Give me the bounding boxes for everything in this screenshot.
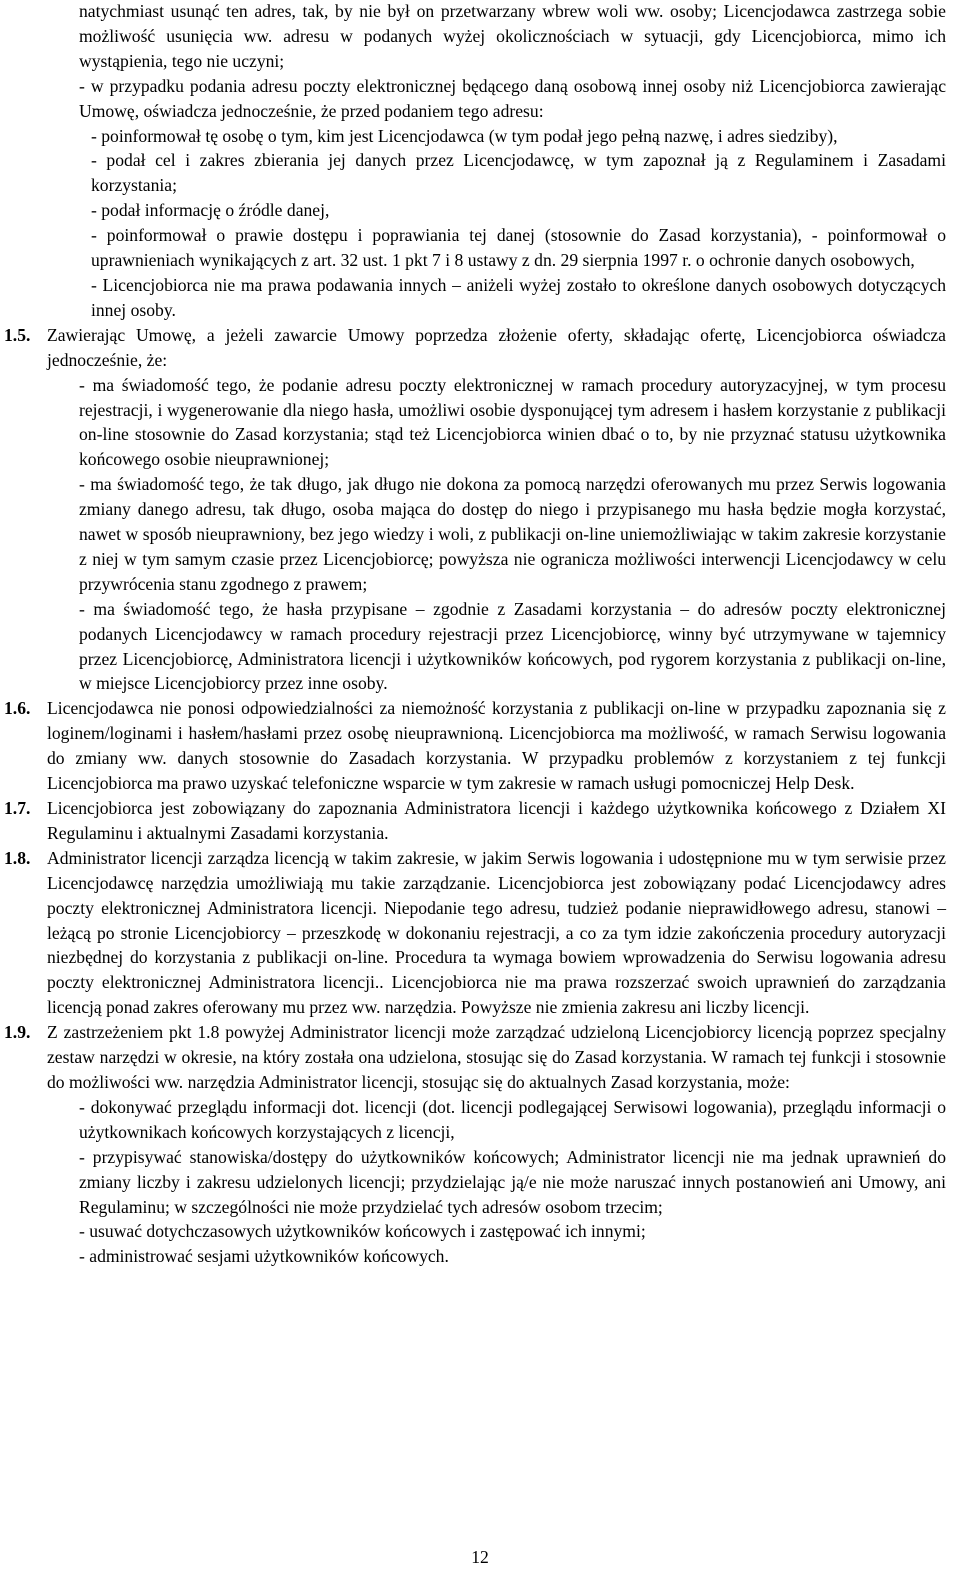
- page-number: 12: [471, 1547, 489, 1567]
- section-text: Administrator licencji zarządza licencją w takim zakresie, w jakim Serwis logowania i udostępnione mu w tym serwisie przez Licencjodawcę narzędzia umożliwiają mu takie zarządzanie. Licencjobiorca jest zobowiązany podać Licencjodawcy adres poczty elektronicznej Administratora licencji. Niepodanie tego adresu, tudzież podanie nieprawidłowego adresu, stanowi – leżącą po stronie Licencjobiorcy – przeszkodę w dokonaniu rejestracji, a co za tym idzie zakończenia procedury autoryzacji niezbędnej do korzystania z publikacji on-line. Procedura ta wymaga bowiem wprowadzenia do Serwisu logowania adresu poczty elektronicznej Administratora licencji.. Licencjobiorca nie ma prawa rozszerzać swoich uprawnień do zarządzania licencją ponad zakres oferowany mu przez ww. narzędzia. Powyższe nie zmienia zakresu ani liczby licencji.: [47, 847, 946, 1018]
- section-1-9: [0, 1020, 960, 1269]
- section-text: Licencjobiorca jest zobowiązany do zapoznania Administratora licencji i każdego użytkownika końcowego z Działem XI Regulaminu i aktualnymi Zasadami korzystania.: [47, 798, 946, 843]
- section-item: - ma świadomość tego, że podanie adresu poczty elektronicznej w ramach procedury autoryzacyjnej, w tym procesu rejestracji, i wygenerowanie dla niego hasła, umożliwi osobie dysponującej tym adresem i hasłem korzystanie z publikacji on-line stosownie do Zasad korzystania; stąd też Licencjobiorca winien dbać o to, by nie przyznać statusu użytkownika końcowego osobie nieuprawnionej;: [79, 374, 946, 470]
- section-text: Zawierając Umowę, a jeżeli zawarcie Umowy poprzedza złożenie oferty, składając ofertę, Licencjobiorca oświadcza jednocześnie, że:: [47, 324, 946, 370]
- section-item: - przypisywać stanowiska/dostępy do użytkowników końcowych; Administrator licencji nie ma jednak uprawnień do zmiany liczby i zakresu udzielonych licencji; przydzielając ją/e nie może naruszać innych postanowień ani Umowy, ani Regulaminu; w szczególności nie może przydzielać tych adresów osobom trzecim;: [79, 1146, 946, 1217]
- section-number: 1.7.: [4, 798, 31, 818]
- section-item: - ma świadomość tego, że tak długo, jak długo nie dokona za pomocą narzędzi oferowanych mu przez Serwis logowania zmiany danego adresu, tak długo, osoba mająca do dostęp do niego i przypisanego mu hasła będzie mogła korzystać, nawet w sposób nieuprawniony, bez jego wiedzy i woli, z publikacji on-line uniemożliwiając w takim zakresie korzystanie z niej w tym samym czasie przez Licencjobiorcę; powyższa nie ogranicza możliwości interwencji Licencjodawcy w celu przywrócenia stanu zgodnego z prawem;: [79, 474, 946, 594]
- intro-email-clause: - w przypadku podania adresu poczty elektronicznej będącego daną osobową innej osoby niż Licencjobiorca zawierając Umowę, oświadcza jednocześnie, że przed podaniem tego adresu:: [79, 75, 946, 121]
- section-number: 1.9.: [4, 1022, 31, 1043]
- section-item: - ma świadomość tego, że hasła przypisane – zgodnie z Zasadami korzystania – do adresów poczty elektronicznej podanych Licencjodawcy w ramach procedury rejestracji przez Licencjobiorcę, winny być utrzymywane w tajemnicy przez Licencjobiorcę, Administratora licencji i użytkowników końcowych, pod rygorem korzystania z publikacji on-line, w miejsce Licencjobiorcy przez inne osoby.: [79, 598, 946, 694]
- section-1-6: [0, 696, 960, 796]
- section-text: Licencjodawca nie ponosi odpowiedzialności za niemożność korzystania z publikacji on-line w przypadku zapoznania się z loginem/loginami i hasłem/hasłami przez osobę nieuprawnioną. Licencjobiorca ma możliwość, w ramach Serwisu logowania do zmiany ww. danych stosownie do Zasadach korzystania. W przypadku problemów z korzystaniem z tej funkcji Licencjobiorca ma prawo uzyskać telefoniczne wsparcie w tym zakresie w ramach usługi pomocniczej Help Desk.: [47, 698, 946, 794]
- intro-item: - podał cel i zakres zbierania jej danych przez Licencjodawcę, w tym zapoznał ją z Regulaminem i Zasadami korzystania;: [91, 150, 946, 196]
- intro-item: - Licencjobiorca nie ma prawa podawania innych – aniżeli wyżej zostało to określone danych osobowych dotyczących innej osoby.: [91, 274, 946, 320]
- section-1-7: [0, 796, 960, 846]
- section-1-8: [0, 846, 960, 1020]
- section-item: - dokonywać przeglądu informacji dot. licencji (dot. licencji podlegającej Serwisowi logowania), przeglądu informacji o użytkownikach końcowych korzystających z licencji,: [79, 1096, 946, 1142]
- section-1-5: [0, 323, 960, 697]
- intro-paragraph: natychmiast usunąć ten adres, tak, by nie był on przetwarzany wbrew woli ww. osoby; Licencjodawca zastrzega sobie możliwość usunięcia ww. adresu w podanych wyżej okolicznościach w sytuacji, gdy Licencjobiorca, mimo ich wystąpienia, tego nie uczyni;: [79, 1, 946, 71]
- intro-item: - poinformował o prawie dostępu i poprawiania tej danej (stosownie do Zasad korzystania), - poinformował o uprawnieniach wynikających z art. 32 ust. 1 pkt 7 i 8 ustawy z dn. 29 sierpnia 1997 r. o ochronie danych osobowych,: [91, 225, 946, 271]
- section-text: Z zastrzeżeniem pkt 1.8 powyżej Administrator licencji może zarządzać udzieloną Licencjobiorcy licencją poprzez specjalny zestaw narzędzi w okresie, na który została ona udzielona, stosując się do Zasad korzystania. W ramach tej funkcji i stosownie do możliwości ww. narzędzia Administrator licencji, stosując się do aktualnych Zasad korzystania, może:: [47, 1022, 946, 1092]
- intro-item: - poinformował tę osobę o tym, kim jest Licencjodawca (w tym podał jego pełną nazwę, i adres siedziby),: [91, 125, 838, 146]
- section-item: - administrować sesjami użytkowników końcowych.: [79, 1246, 449, 1267]
- section-item: - usuwać dotychczasowych użytkowników końcowych i zastępować ich innymi;: [79, 1221, 646, 1242]
- section-number: 1.6.: [4, 698, 31, 719]
- section-number: 1.5.: [4, 324, 31, 345]
- section-number: 1.8.: [4, 847, 31, 868]
- intro-item: - podał informację o źródle danej,: [91, 200, 330, 221]
